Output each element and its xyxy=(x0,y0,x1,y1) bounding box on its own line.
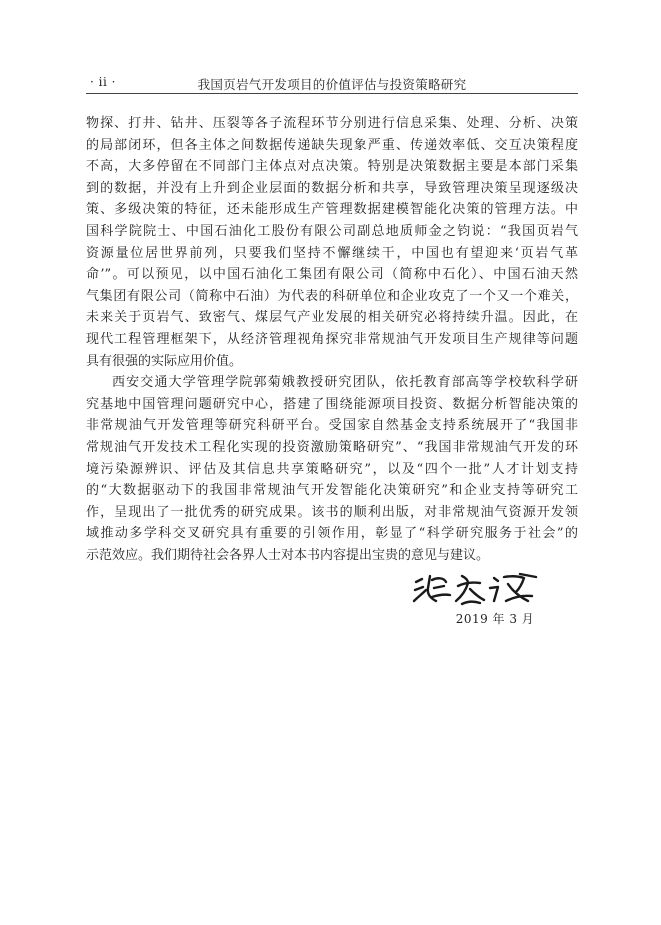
page-number: · ii · xyxy=(90,75,116,89)
text-line: 现代工程管理框架下，从经济管理视角探究非常规油气开发项目生产规律等问题 xyxy=(86,331,578,347)
text-line: 具有很强的实际应用价值。 xyxy=(86,353,243,369)
text-line: 未来关于页岩气、致密气、煤层气产业发展的相关研究必将持续升温。因此，在 xyxy=(86,310,578,326)
text-line: 资源量位居世界前列，只要我们坚持不懈继续干，中国也有望迎来‘页岩气革 xyxy=(86,245,578,261)
text-line: 气集团有限公司（简称中石油）为代表的科研单位和企业攻克了一个又一个难关， xyxy=(86,288,578,304)
running-title: 我国页岩气开发项目的价值评估与投资策略研究 xyxy=(197,77,467,92)
text-line: 究基地中国管理问题研究中心，搭建了围绕能源项目投资、数据分析智能决策的 xyxy=(86,396,578,412)
text-line: 西安交通大学管理学院郭菊娥教授研究团队，依托教育部高等学校软科学研 xyxy=(112,375,578,391)
text-line: 国科学院院士、中国石油化工股份有限公司副总地质师金之钧说：“我国页岩气 xyxy=(86,223,578,239)
page-header xyxy=(86,73,578,94)
text-line: 的局部闭环，但各主体之间数据传递缺失现象严重、传递效率低、交互决策程度 xyxy=(86,137,578,153)
text-line: 域推动多学科交叉研究具有重要的引领作用，彰显了“科学研究服务于社会”的 xyxy=(86,526,578,542)
text-line: 的“大数据驱动下的我国非常规油气开发智能化决策研究”和企业支持等研究工 xyxy=(86,483,578,499)
date: 2019 年 3 月 xyxy=(455,612,535,626)
text-line: 境污染源辨识、评估及其信息共享策略研究”，以及“四个一批”人才计划支持 xyxy=(86,461,578,477)
text-line: 到的数据，并没有上升到企业层面的数据分析和共享，导致管理决策呈现逐级决 xyxy=(86,180,578,196)
text-line: 命’”。可以预见，以中国石油化工集团有限公司（简称中石化）、中国石油天然 xyxy=(86,267,578,283)
text-line: 作，呈现出了一批优秀的研究成果。该书的顺利出版，对非常规油气资源开发领 xyxy=(86,504,578,520)
text-line: 常规油气开发技术工程化实现的投资激励策略研究”、“我国非常规油气开发的环 xyxy=(86,439,578,455)
handwritten-signature xyxy=(410,568,550,608)
text-line: 非常规油气开发管理等研究科研平台。受国家自然基金支持系统展开了“我国非 xyxy=(86,418,578,434)
text-line: 示范效应。我们期待社会各界人士对本书内容提出宝贵的意见与建议。 xyxy=(86,547,490,563)
text-line: 物探、打井、钻井、压裂等各子流程环节分别进行信息采集、处理、分析、决策 xyxy=(86,116,578,131)
text-line: 策、多级决策的特征，还未能形成生产管理数据建模智能化决策的管理方法。中 xyxy=(86,202,578,218)
text-line: 不高，大多停留在不同部门主体点对点决策。特别是决策数据主要是本部门采集 xyxy=(86,159,578,175)
body-text xyxy=(86,113,578,566)
